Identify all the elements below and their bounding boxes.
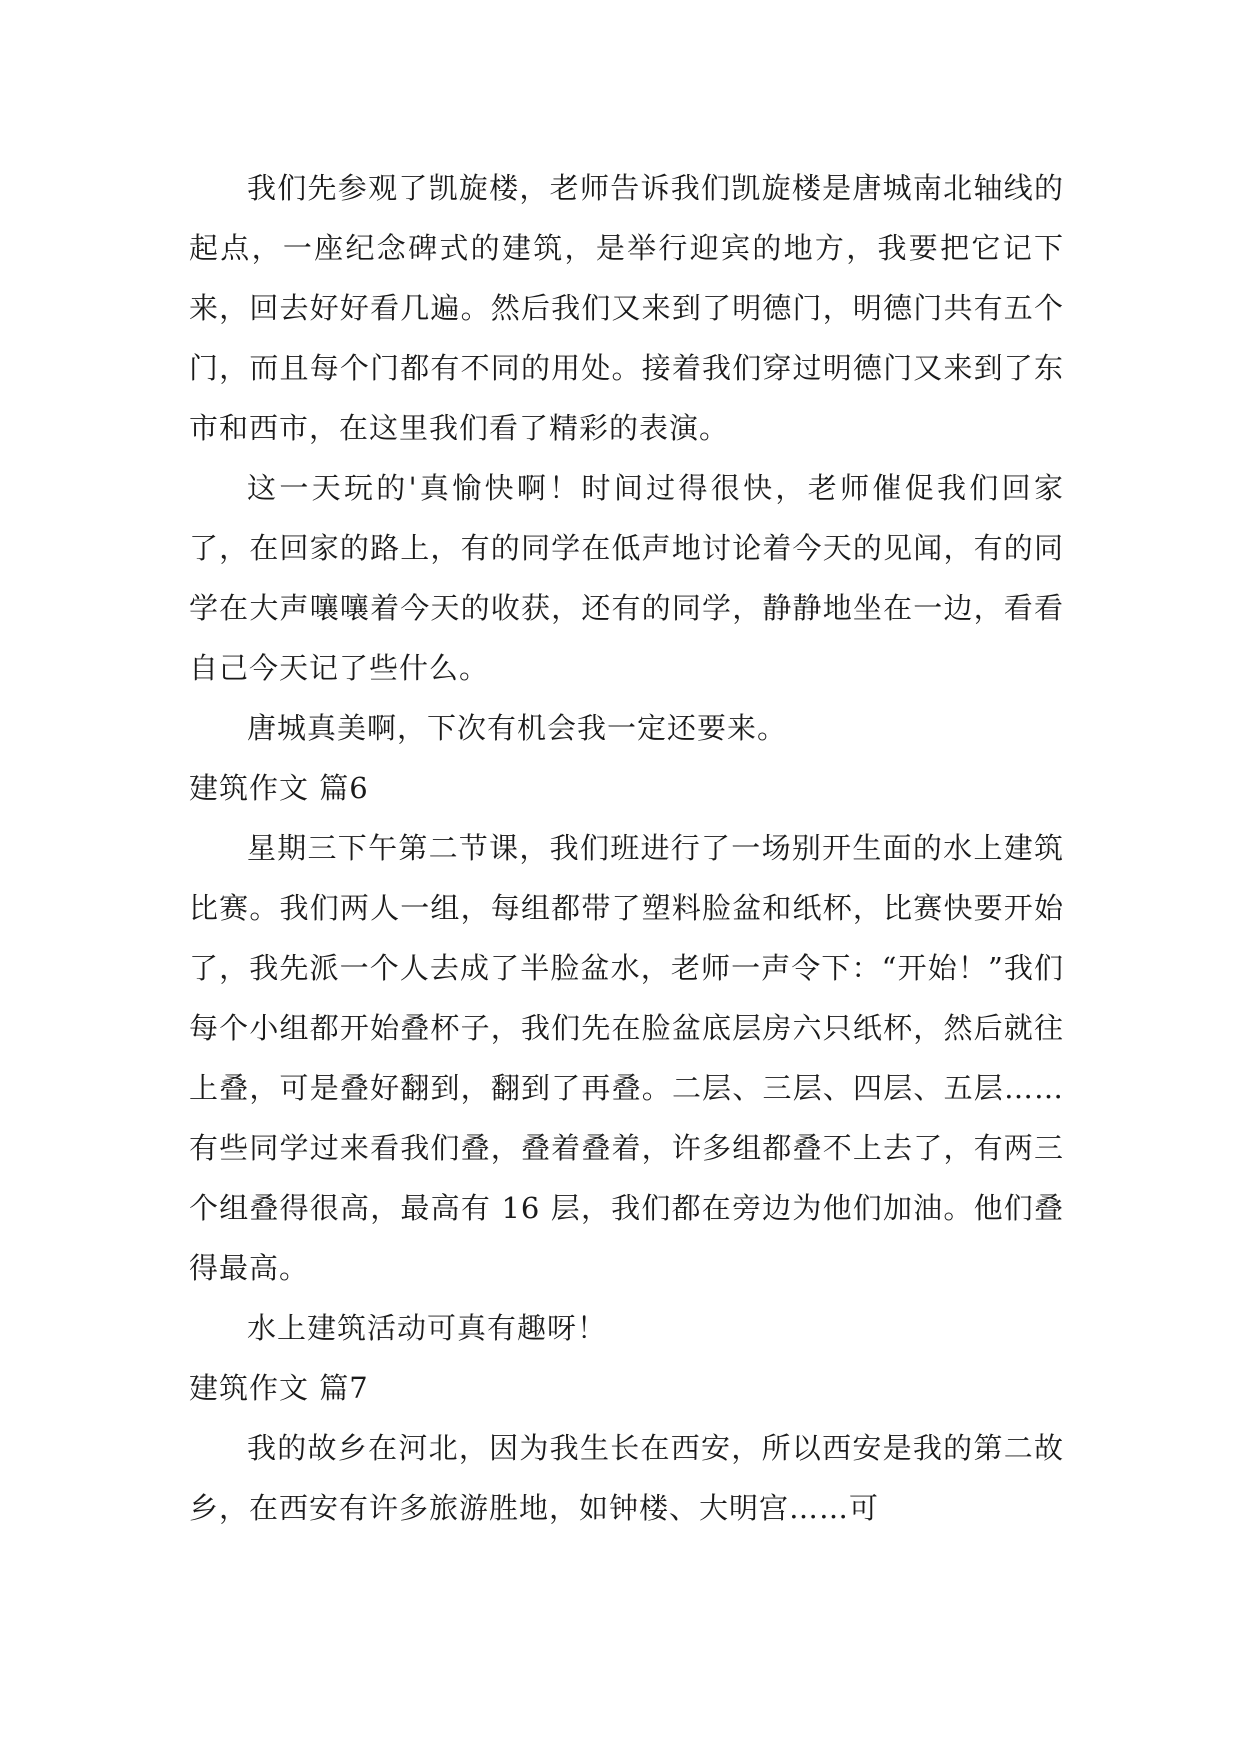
document-page (189, 158, 1064, 1538)
paragraph-tangcheng-beautiful: 唐城真美啊，下次有机会我一定还要来。 (247, 711, 788, 745)
paragraph-water-building-contest: 星期三下午第二节课，我们班进行了一场别开生面的水上建筑比赛。我们两人一组，每组都带了塑料脸盆和纸杯，比赛快要开始了，我先派一个人去成了半脸盆水，老师一声令下：“开始！”我们每个小组都开始叠杯子，我们先在脸盆底层房六只纸杯，然后就往上叠，可是叠好翻到，翻到了再叠。二层、三层、四层、五层……有些同学过来看我们叠，叠着叠着，许多组都叠不上去了，有两三个组叠得很高，最高有 16 层，我们都在旁边为他们加油。他们叠得最高。 (189, 831, 1064, 1285)
paragraph-hometown: 我的故乡在河北，因为我生长在西安，所以西安是我的第二故乡，在西安有许多旅游胜地，如钟楼、大明宫……可 (189, 1431, 1064, 1525)
section-heading-7: 建筑作文 篇7 (189, 1371, 369, 1405)
section-heading-6: 建筑作文 篇6 (189, 771, 369, 805)
paragraph-water-building-fun: 水上建筑活动可真有趣呀！ (247, 1311, 608, 1345)
paragraph-happy-day: 这一天玩的'真愉快啊！时间过得很快，老师催促我们回家了，在回家的路上，有的同学在低声地讨论着今天的见闻，有的同学在大声嚷嚷着今天的收获，还有的同学，静静地坐在一边，看看自己今天记了些什么。 (189, 471, 1064, 685)
paragraph-tangcheng-visit: 我们先参观了凯旋楼，老师告诉我们凯旋楼是唐城南北轴线的起点，一座纪念碑式的建筑，是举行迎宾的地方，我要把它记下来，回去好好看几遍。然后我们又来到了明德门，明德门共有五个门，而且每个门都有不同的用处。接着我们穿过明德门又来到了东市和西市，在这里我们看了精彩的表演。 (189, 171, 1064, 445)
